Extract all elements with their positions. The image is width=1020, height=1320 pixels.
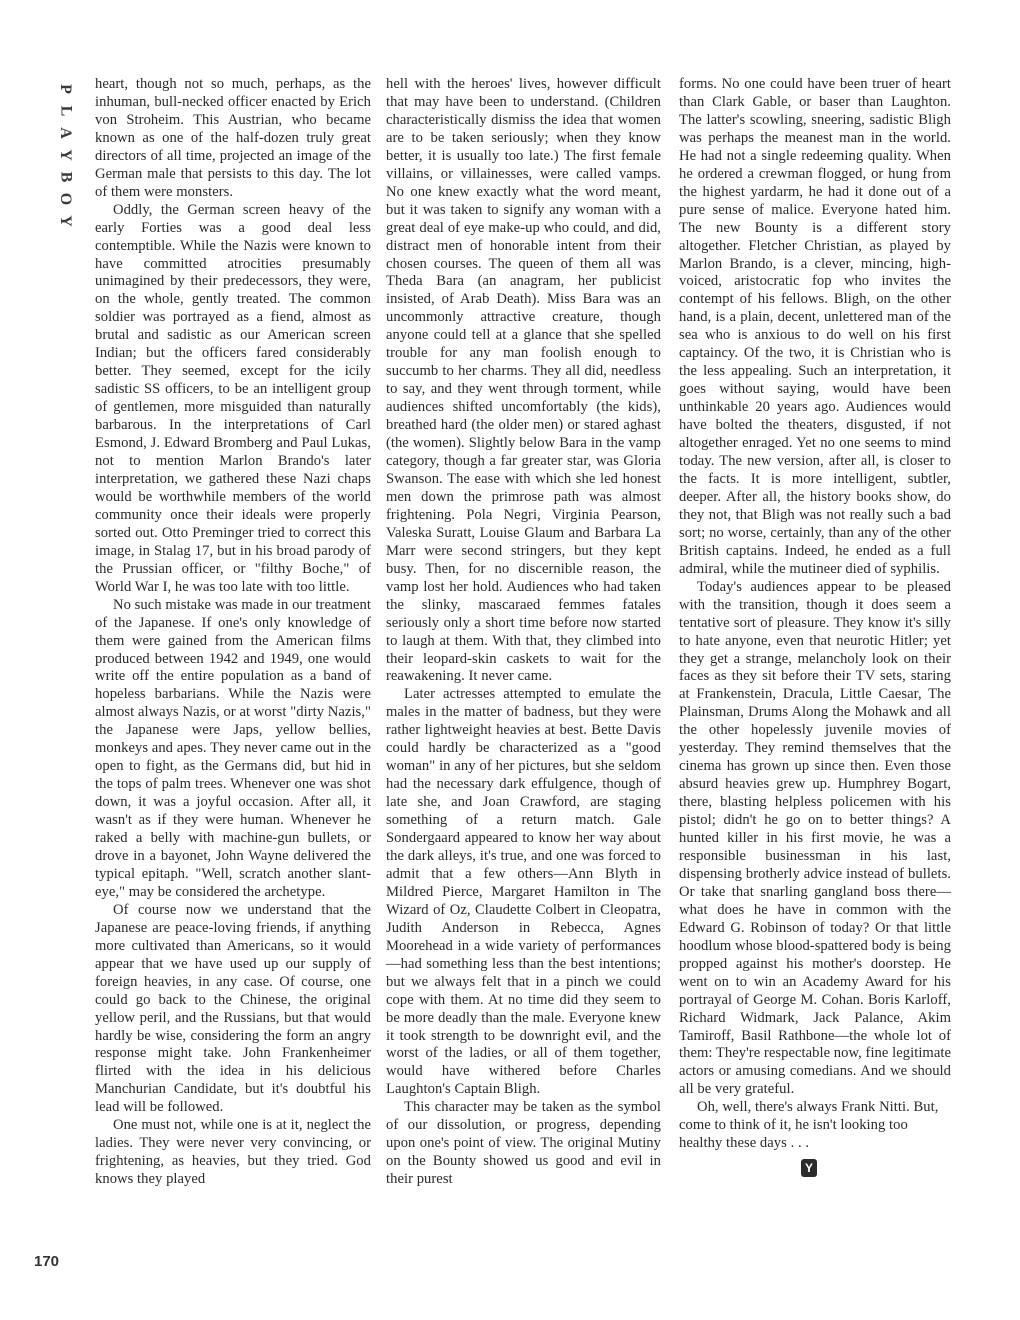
text-column-1 xyxy=(95,76,371,1189)
paragraph: Later actresses attempted to emulate the males in the matter of badness, but they were rather lightweight heavies at best. Bette Davis could hardly be characterized as a "good woman" in any of her pictures, but she seldom had the necessary dark effulgence, though of late she, and Joan Crawford, are staging something of a return match. Gale Sondergaard appeared to know her way about the dark alleys, it's true, and one was forced to admit that a few others—Ann Blyth in Mildred Pierce, Margaret Hamilton in The Wizard of Oz, Claudette Colbert in Cleopatra, Judith Anderson in Rebecca, Agnes Moorehead in a wide variety of performances—had something less than the best intentions; but we always felt that in a pinch we could cope with them. At no time did they seem to be more deadly than the male. Everyone knew it took strength to be downright evil, and the worst of the ladies, or all of them together, would have withered before Charles Laughton's Captain Bligh. xyxy=(386,686,661,1098)
text-column-3 xyxy=(679,76,951,1177)
side-logo-letter: L xyxy=(56,105,74,117)
paragraph: No such mistake was made in our treatment of the Japanese. If one's only knowledge of them were gained from the American films produced between 1942 and 1949, one would write off the entire population as a band of hopeless barbarians. While the Nazis were almost always Nazis, or at worst "dirty Nazis," the Japanese were Japs, yellow bellies, monkeys and apes. They never came out in the open to fight, as the Germans did, but hid in the tops of palm trees. Whenever one was shot down, it was a joyful occasion. After all, it wasn't as if they were human. Whenever he raked a belly with machine-gun bullets, or drove in a bayonet, John Wayne delivered the typical epitaph. "Well, scratch another slant-eye," may be considered the archetype. xyxy=(95,596,371,900)
paragraph: Today's audiences appear to be pleased with the transition, though it does seem a tentative sort of pleasure. They know it's silly to hate anyone, even that neurotic Hitler; yet they get a strange, melancholy look on their faces as they sit before their TV sets, staring at Frankenstein, Dracula, Little Caesar, The Plainsman, Drums Along the Mohawk and all the other hopelessly juvenile movies of yesterday. They remind themselves that the cinema has grown up since then. Even those absurd heavies grew up. Humphrey Bogart, there, blasting helpless policemen with his pistol; didn't he go on to better things? A hunted killer in his first movie, he was a responsible businessman in his last, dispensing brotherly advice instead of bullets. Or take that snarling gangland boss there—what does he have in common with the Edward G. Robinson of today? Or that little hoodlum whose blood-spattered body is being propped against his mother's doorstep. He went on to win an Academy Award for his portrayal of George M. Cohan. Boris Karloff, Richard Widmark, Jack Palance, Akim Tamiroff, Basil Rathbone—the whole lot of them: They're respectable now, fine legitimate actors or amusing comedians. And we should all be very grateful. xyxy=(679,578,951,1098)
paragraph: forms. No one could have been truer of heart than Clark Gable, or baser than Laughton. The latter's scowling, sneering, sadistic Bligh was perhaps the meanest man in the world. He had not a single redeeming quality. When he ordered a crewman flogged, or hung from the highest yardarm, he had it done out of a pure sense of malice. Everyone hated him. The new Bounty is a different story altogether. Fletcher Christian, as played by Marlon Brando, is a clever, mincing, high-voiced, aristocratic fop who invites the contempt of his fellows. Bligh, on the other hand, is a plain, decent, unlettered man of the sea who is anxious to do well on his first captaincy. Of the two, it is Christian who is the less appealing. Such an interpretation, it goes without saying, would have been unthinkable 20 years ago. Audiences would have bolted the theaters, disgusted, if not altogether enraged. Yet no one seems to mind today. The new version, after all, is closer to the facts. It is more intelligent, subtler, deeper. After all, the history books show, do they not, that Bligh was not really such a bad sort; no worse, certainly, than any of the other British captains. Indeed, he ended as a full admiral, while the mutineer died of syphilis. xyxy=(679,76,951,577)
side-logo-letter: B xyxy=(56,171,74,183)
side-logo-letter: P xyxy=(57,84,74,94)
side-logo xyxy=(56,78,74,232)
paragraph: One must not, while one is at it, neglect the ladies. They were never very convincing, or frightening, as heavies, but they tried. God knows they played xyxy=(95,1117,371,1188)
paragraph: hell with the heroes' lives, however difficult that may have been to understand. (Children characteristically dismiss the idea that women are to be taken seriously; when they know better, it is usually too late.) The first female villains, or villainesses, were called vamps. No one knew exactly what the word meant, but it was taken to signify any woman with a great deal of eye make-up who could, and did, distract men of honorable intent from their chosen courses. The queen of them all was Theda Bara (an anagram, her publicist insisted, of Arab Death). Miss Bara was an uncommonly attractive creature, though anyone could tell at a glance that she spelled trouble for any man foolish enough to succumb to her charms. They all did, needless to say, and they went through torment, while audiences shifted uncomfortably (the kids), breathed hard (the older men) or stared aghast (the women). Slightly below Bara in the vamp category, though a far greater star, was Gloria Swanson. The ease with which she led honest men down the primrose path was almost frightening. Pola Negri, Virginia Pearson, Valeska Suratt, Louise Glaum and Barbara La Marr were second stringers, but they kept busy. Then, for no discernible reason, the vamp lost her hold. Audiences who had taken the slinky, mascaraed femmes fatales seriously only a short time before now started to laugh at them. With that, they climbed into their leopard-skin caskets to wait for the reawakening. It never came. xyxy=(386,76,661,685)
paragraph: Of course now we understand that the Japanese are peace-loving friends, if anything more cultivated than Americans, so it would appear that we have used up our supply of foreign heavies, in any case. Of course, one could go back to the Chinese, the original yellow peril, and the Russians, but that would hardly be wise, considering the form an angry response might take. John Frankenheimer flirted with the idea in his delicious Manchurian Candidate, but it's doubtful his lead will be followed. xyxy=(95,901,371,1116)
side-logo-letter: Y xyxy=(57,149,74,161)
text-column-2 xyxy=(386,76,661,1189)
side-logo-letter: O xyxy=(56,192,74,206)
side-logo-letter: Y xyxy=(57,215,74,227)
side-logo-letter: A xyxy=(57,127,74,139)
page-number: 170 xyxy=(34,1253,60,1270)
paragraph: heart, though not so much, perhaps, as the inhuman, bull-necked officer enacted by Erich von Stroheim. This Austrian, who became known as one of the half-dozen truly great directors of all time, projected an image of the German male that persists to this day. The lot of them were monsters. xyxy=(95,76,371,200)
paragraph: Oddly, the German screen heavy of the early Forties was a good deal less contemptible. While the Nazis were known to have committed atrocities presumably unimagined by their predecessors, they were, on the whole, gently treated. The common soldier was portrayed as a fiend, almost as brutal and sadistic as our American screen Indian; but the officers fared considerably better. They seemed, except for the icily sadistic SS officers, to be an intelligent group of gentlemen, more misguided than naturally barbarous. In the interpretations of Carl Esmond, J. Edward Bromberg and Paul Lukas, not to mention Marlon Brando's later interpretation, we gathered these Nazi chaps would be worthwhile members of the world community once their ideals were properly sorted out. Otto Preminger tried to correct this image, in Stalag 17, but in his broad parody of the Prussian officer, or "filthy Boche," of World War I, he was too late with too little. xyxy=(95,201,371,595)
end-mark-icon: Y xyxy=(801,1159,817,1177)
paragraph: Oh, well, there's always Frank Nitti. But, come to think of it, he isn't looking too healthy these days . . . xyxy=(679,1099,939,1152)
paragraph: This character may be taken as the symbol of our dissolution, or progress, depending upon one's point of view. The original Mutiny on the Bounty showed us good and evil in their purest xyxy=(386,1099,661,1188)
